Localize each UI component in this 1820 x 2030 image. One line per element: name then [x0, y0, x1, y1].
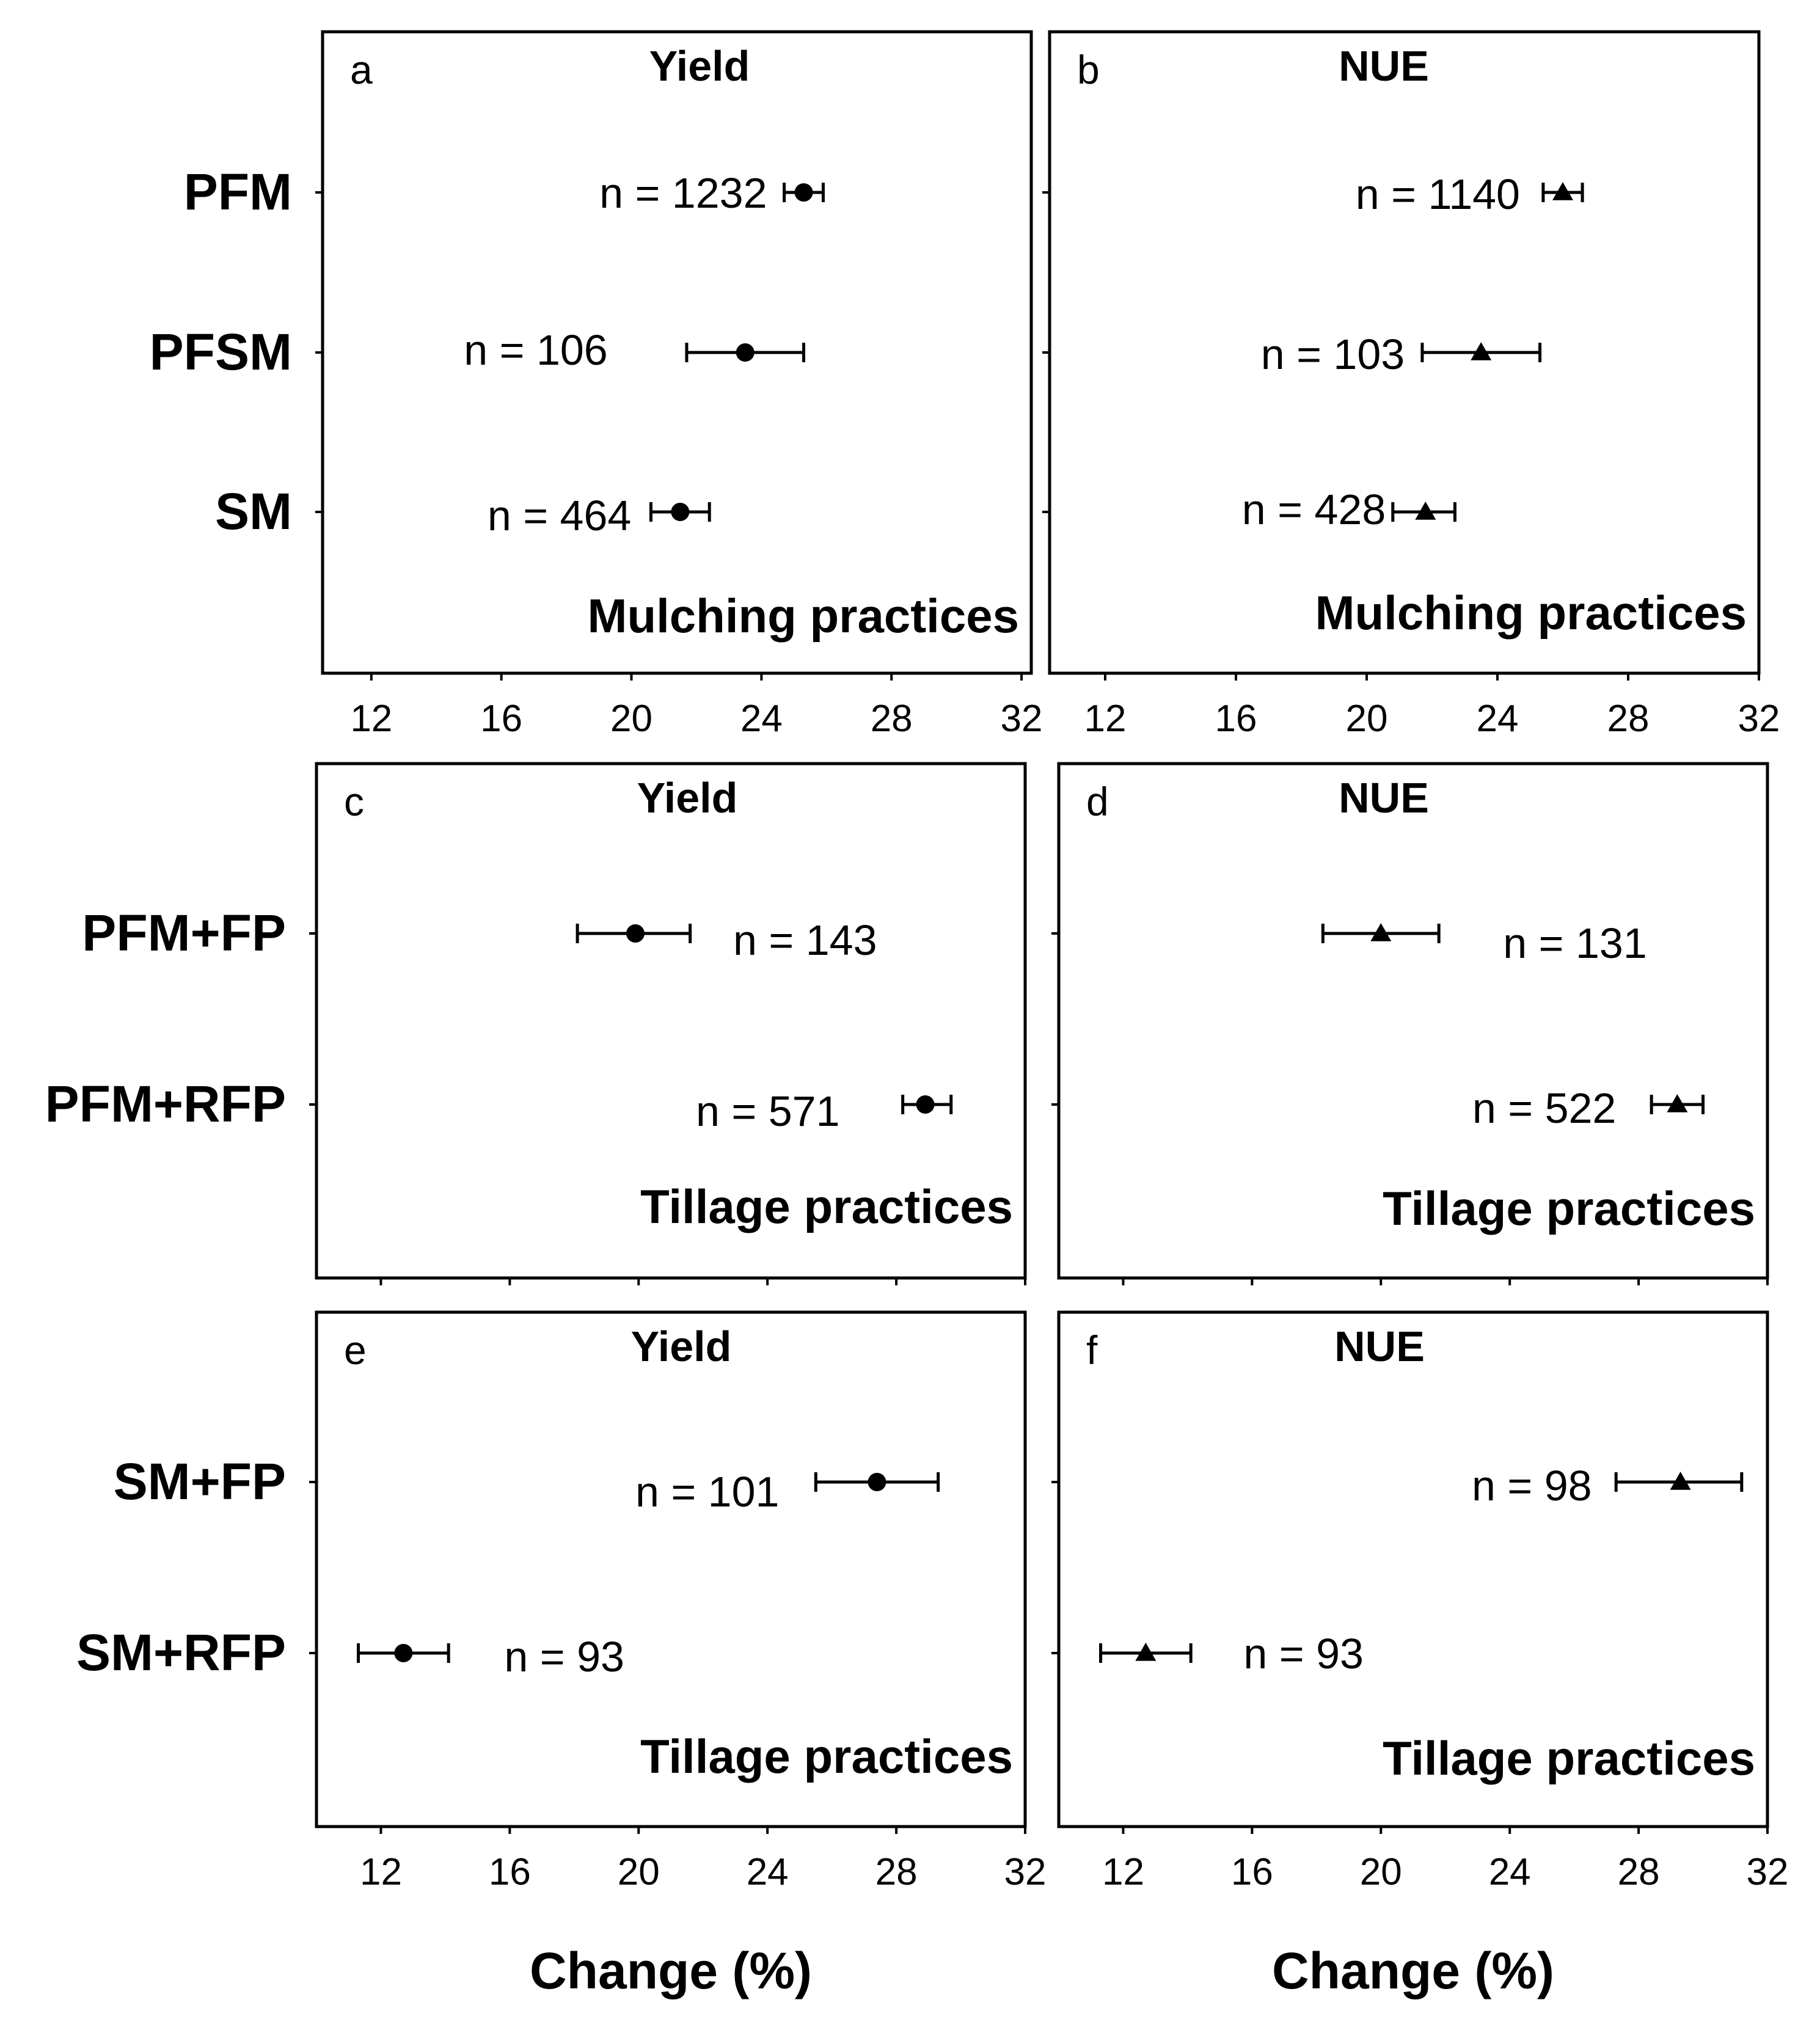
- x-tick-label: 32: [1738, 698, 1780, 740]
- sample-size-label: n = 93: [504, 1633, 624, 1681]
- sample-size-label: n = 571: [696, 1087, 840, 1135]
- category-label: PFSM: [149, 323, 292, 381]
- circle-marker: [795, 183, 813, 202]
- panel-title: Yield: [637, 774, 738, 822]
- data-point: [577, 916, 877, 964]
- panel-letter: d: [1086, 779, 1109, 824]
- x-tick-label: 24: [746, 1851, 789, 1893]
- panel-title: NUE: [1339, 774, 1429, 822]
- circle-marker: [736, 343, 755, 362]
- sample-size-label: n = 1232: [599, 169, 767, 217]
- x-tick-label: 32: [1000, 698, 1043, 740]
- x-tick-label: 24: [740, 698, 783, 740]
- data-point: [488, 492, 709, 539]
- panel-note: Mulching practices: [1315, 586, 1747, 640]
- panel-letter: a: [350, 47, 373, 92]
- circle-marker: [394, 1644, 412, 1662]
- sample-size-label: n = 93: [1243, 1630, 1364, 1678]
- data-point: [696, 1087, 951, 1135]
- x-tick-label: 16: [1230, 1851, 1273, 1893]
- panel-note: Tillage practices: [640, 1180, 1013, 1233]
- panel-b: [1042, 32, 1780, 740]
- category-label: SM: [215, 483, 292, 540]
- x-tick-label: 24: [1476, 698, 1519, 740]
- category-label: PFM: [183, 163, 292, 221]
- sample-size-label: n = 522: [1472, 1084, 1617, 1132]
- category-label: PFM+FP: [82, 904, 286, 962]
- panel-d: [1051, 764, 1767, 1285]
- panel-a: [150, 32, 1043, 740]
- x-tick-label: 24: [1488, 1851, 1531, 1893]
- data-point: [1261, 330, 1540, 378]
- data-point: [464, 326, 803, 374]
- x-tick-label: 28: [1617, 1851, 1660, 1893]
- sample-size-label: n = 101: [635, 1468, 780, 1516]
- panel-c: [45, 764, 1025, 1285]
- circle-marker: [916, 1095, 935, 1114]
- category-label: SM+FP: [113, 1453, 286, 1510]
- x-tick-label: 16: [1215, 698, 1257, 740]
- sample-size-label: n = 103: [1260, 330, 1405, 378]
- x-tick-label: 28: [870, 698, 913, 740]
- data-point: [599, 169, 823, 217]
- x-tick-label: 20: [610, 698, 652, 740]
- x-tick-label: 32: [1746, 1851, 1789, 1893]
- data-point: [1472, 1462, 1742, 1510]
- data-point: [635, 1468, 938, 1516]
- panel-note: Tillage practices: [1383, 1181, 1755, 1235]
- panel-title: Yield: [630, 1323, 732, 1370]
- panel-title: NUE: [1334, 1323, 1425, 1370]
- panel-title: Yield: [649, 42, 750, 90]
- panel-title: NUE: [1339, 42, 1429, 90]
- x-tick-label: 12: [1084, 698, 1127, 740]
- x-tick-label: 32: [1004, 1851, 1047, 1893]
- x-tick-label: 12: [350, 698, 393, 740]
- x-tick-label: 20: [1345, 698, 1388, 740]
- sample-size-label: n = 428: [1241, 486, 1386, 533]
- data-point: [1323, 919, 1646, 967]
- sample-size-label: n = 131: [1503, 919, 1647, 967]
- sample-size-label: n = 98: [1472, 1462, 1592, 1510]
- circle-marker: [868, 1473, 886, 1491]
- circle-marker: [671, 503, 689, 521]
- x-tick-label: 20: [617, 1851, 660, 1893]
- data-point: [1472, 1084, 1703, 1132]
- x-tick-label: 16: [480, 698, 523, 740]
- panel-f: [1051, 1312, 1788, 1999]
- x-axis-label: Change (%): [1272, 1942, 1554, 1999]
- panel-letter: c: [344, 779, 364, 824]
- panel-note: Tillage practices: [1383, 1731, 1755, 1785]
- x-axis-label: Change (%): [530, 1942, 812, 1999]
- x-tick-label: 28: [875, 1851, 918, 1893]
- category-label: SM+RFP: [76, 1624, 286, 1681]
- x-tick-label: 28: [1607, 698, 1650, 740]
- data-point: [1101, 1630, 1364, 1678]
- sample-size-label: n = 1140: [1355, 170, 1520, 218]
- x-tick-label: 12: [359, 1851, 402, 1893]
- x-tick-label: 16: [488, 1851, 531, 1893]
- panel-frame: [323, 32, 1031, 673]
- circle-marker: [626, 924, 645, 943]
- panel-letter: b: [1077, 47, 1100, 92]
- sample-size-label: n = 464: [487, 492, 632, 539]
- panel-note: Tillage practices: [640, 1729, 1013, 1783]
- sample-size-label: n = 143: [733, 916, 877, 964]
- panel-letter: e: [344, 1327, 367, 1373]
- x-tick-label: 20: [1359, 1851, 1402, 1893]
- panel-note: Mulching practices: [587, 589, 1019, 643]
- data-point: [1356, 170, 1582, 218]
- sample-size-label: n = 106: [464, 326, 608, 374]
- data-point: [1242, 486, 1455, 533]
- category-label: PFM+RFP: [45, 1075, 286, 1133]
- x-tick-label: 12: [1102, 1851, 1144, 1893]
- panel-e: [76, 1312, 1047, 1999]
- data-point: [359, 1633, 624, 1681]
- panel-letter: f: [1086, 1327, 1098, 1373]
